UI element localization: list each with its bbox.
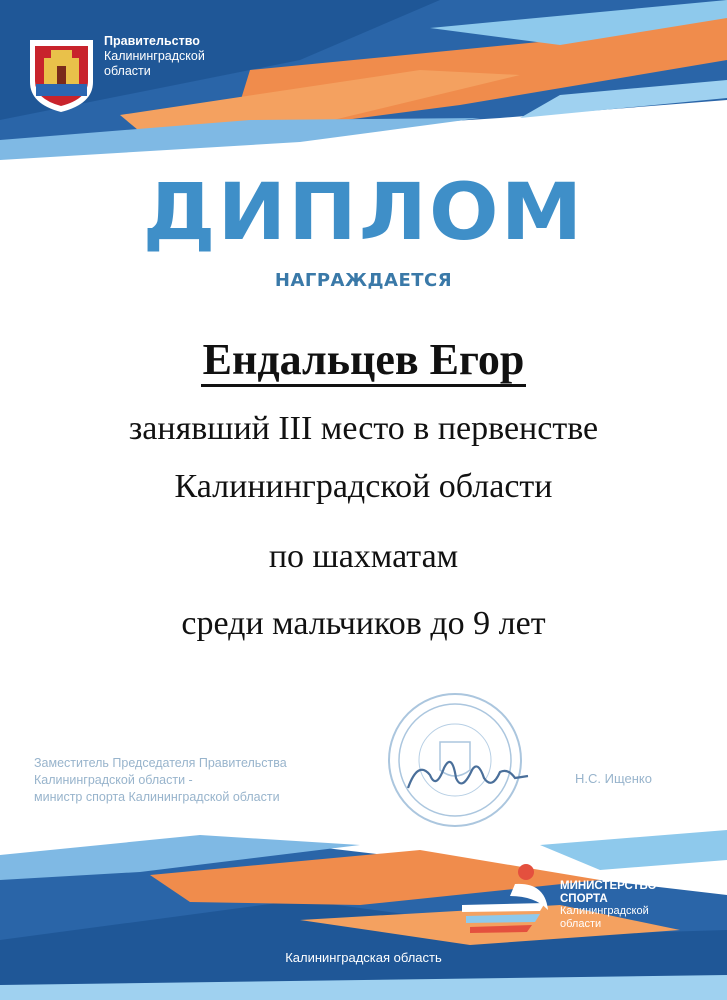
recipient-name [0, 334, 727, 385]
achievement-line-2: Калининградской области [174, 468, 553, 505]
signer-position-line3: министр спорта Калининградской области [34, 790, 280, 804]
ministry-label-line4: области [560, 917, 602, 930]
signer-name: Н.С. Ищенко [575, 771, 652, 786]
achievement-line-3: по шахматам [268, 538, 459, 575]
government-label [104, 34, 205, 79]
achievement-line-4: среди мальчиков до 9 лет [181, 605, 546, 642]
recipient-name-text: Ендальцев Егор [201, 335, 527, 387]
awarded-label: НАГРАЖДАЕТСЯ [274, 270, 453, 291]
government-label-line3: области [104, 64, 151, 78]
diploma-title: ДИПЛОМ [142, 168, 585, 258]
ministry-label-line2: СПОРТА [560, 892, 608, 905]
signer-position-line2: Калининградской области - [34, 773, 193, 787]
government-label-line1: Правительство [104, 34, 200, 48]
top-banner [0, 0, 727, 160]
coat-of-arms-icon [30, 40, 93, 112]
ministry-label-line1: МИНИСТЕРСТВО [560, 880, 657, 892]
government-label-line2: Калининградской [104, 49, 205, 63]
footer-region: Калининградская область [285, 950, 442, 965]
official-stamp-icon [389, 694, 521, 826]
ministry-label-line3: Калининградской [560, 905, 649, 917]
signer-position-line1: Заместитель Председателя Правительства [34, 756, 287, 770]
signer-position [34, 755, 287, 806]
ministry-label [560, 880, 657, 930]
achievement-line-1: занявший III место в первенстве [128, 410, 599, 447]
